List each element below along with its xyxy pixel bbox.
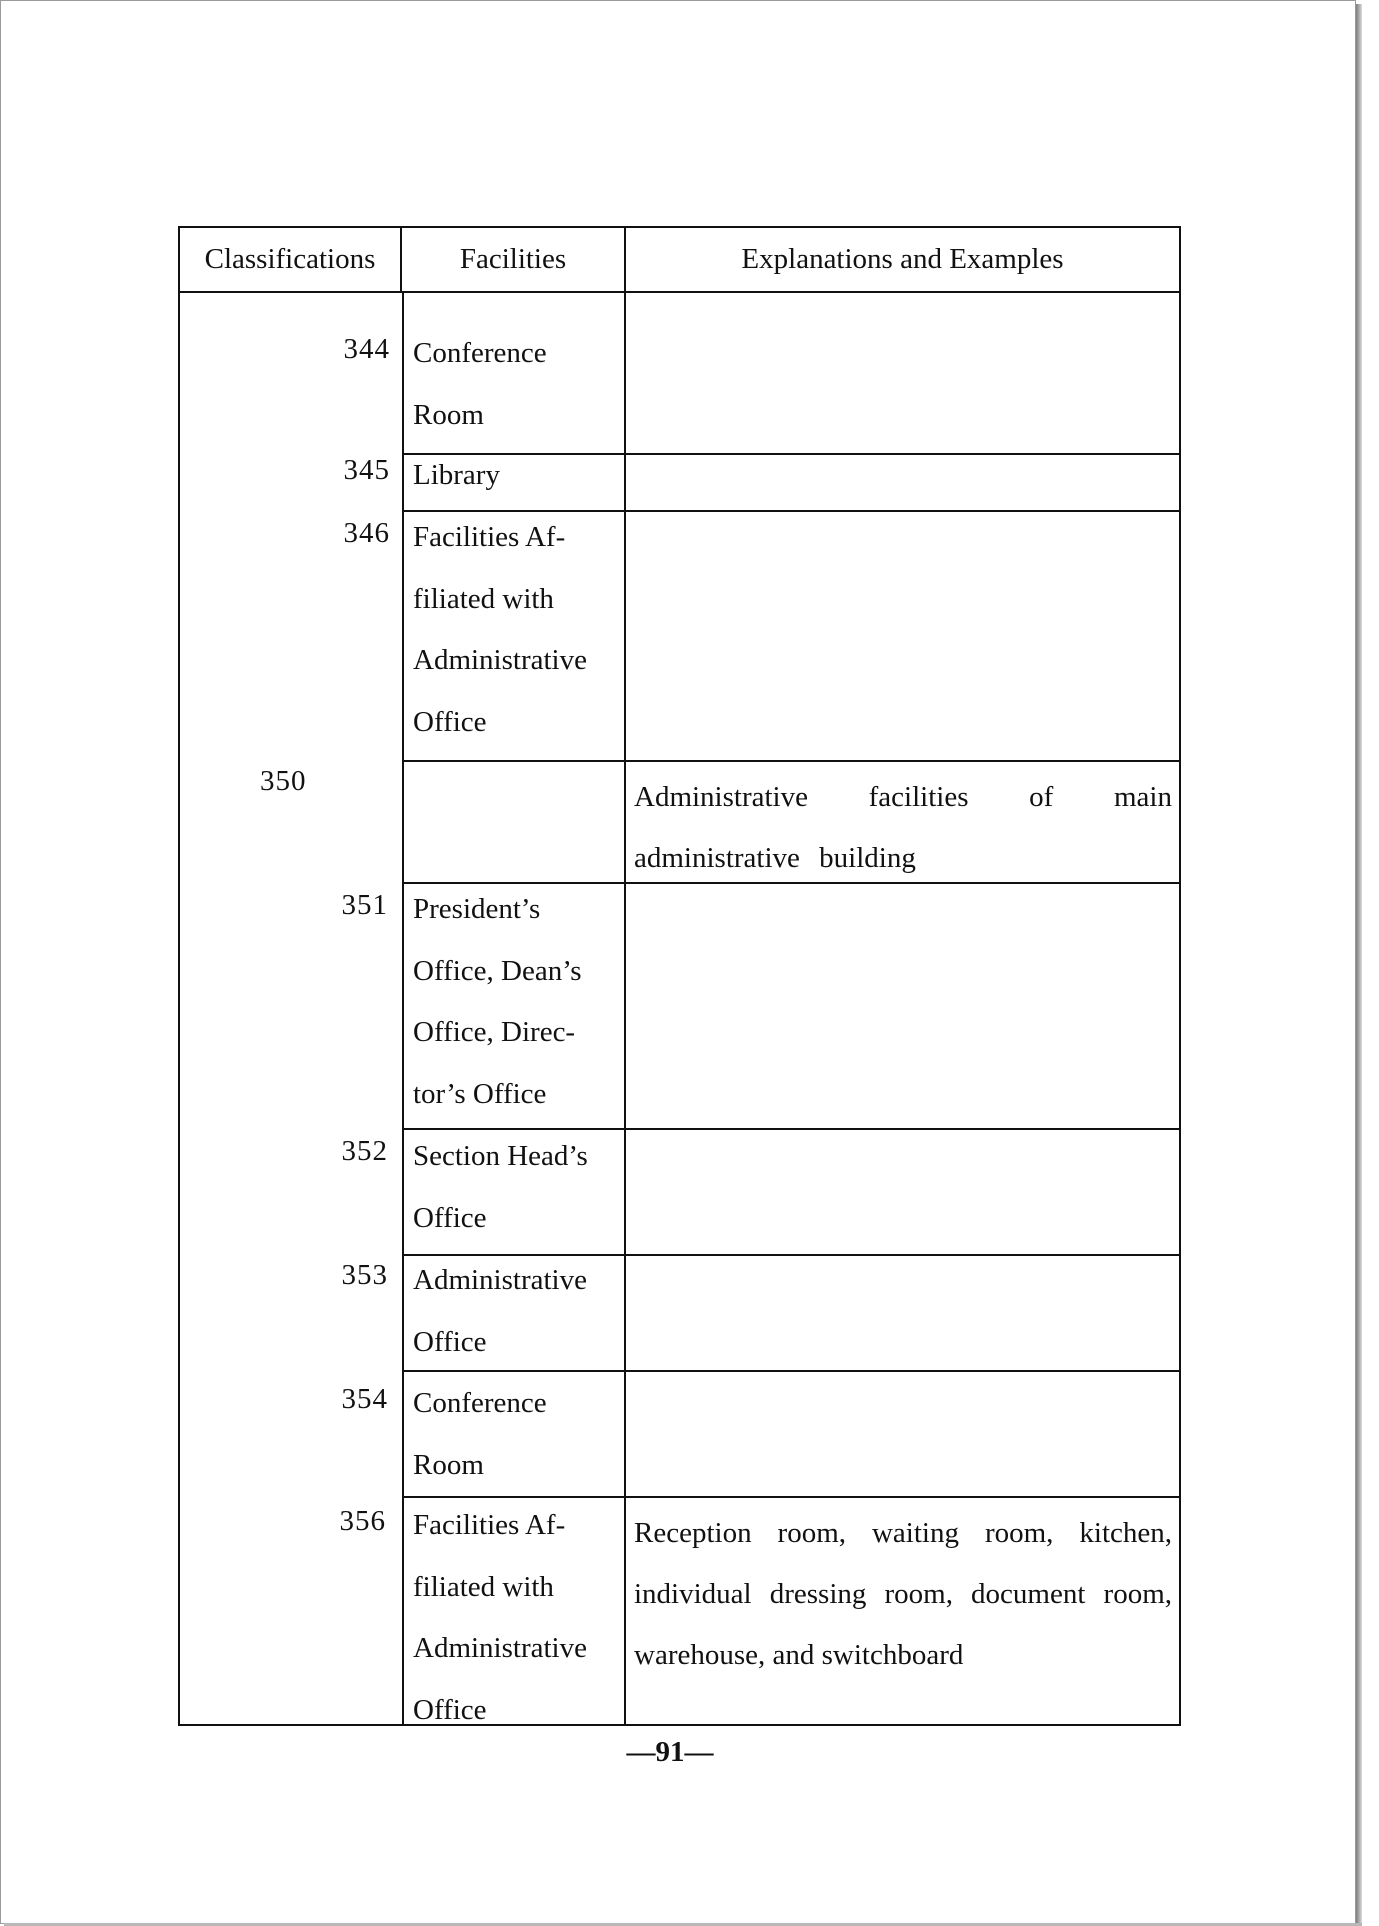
facility-line: Room xyxy=(413,1448,484,1481)
classification-code: 354 xyxy=(341,1383,388,1415)
page-number: —91— xyxy=(626,1736,714,1768)
facility-name xyxy=(413,1373,618,1496)
facility-line: filiated with xyxy=(413,1570,554,1603)
facility-line: Library xyxy=(413,459,500,491)
header-facilities: Facilities xyxy=(402,228,626,291)
facility-name xyxy=(413,445,618,507)
row-rule xyxy=(402,760,1179,762)
facility-name xyxy=(413,879,618,1125)
facility-line: Facilities Af- xyxy=(413,1509,566,1541)
facility-line: Facilities Af- xyxy=(413,521,566,553)
facility-line: Office xyxy=(413,1693,487,1726)
classification-code: 345 xyxy=(343,454,390,486)
facility-line: President’s xyxy=(413,893,541,925)
classification-code: 350 xyxy=(260,765,307,797)
classification-code: 352 xyxy=(341,1135,388,1167)
facility-line: Office xyxy=(413,1325,487,1358)
header-classifications: Classifications xyxy=(180,228,402,291)
facility-name xyxy=(413,507,618,753)
facility-line: Conference xyxy=(413,1387,547,1419)
classification-code: 356 xyxy=(339,1505,386,1537)
facility-line: tor’s Office xyxy=(413,1077,547,1110)
facility-line: Section Head’s xyxy=(413,1140,588,1172)
facility-line: Office, Direc- xyxy=(413,1016,576,1048)
facility-name xyxy=(413,323,618,446)
column-rule xyxy=(402,291,404,1724)
page-shadow xyxy=(1356,4,1362,1926)
facility-line: Office xyxy=(413,705,487,738)
facility-line: Administrative xyxy=(413,1264,587,1296)
facility-line: Office xyxy=(413,1201,487,1234)
facility-line: filiated with xyxy=(413,582,554,615)
facility-name xyxy=(413,1250,618,1373)
facility-explanation: Reception room, waiting room, kitchen, individual dressing room, document room, warehouse, and switchboard xyxy=(634,1517,1172,1671)
classification-code: 351 xyxy=(341,889,388,921)
classification-code: 346 xyxy=(343,517,390,549)
facility-explanation: Administrative facilities of main administrative building xyxy=(634,781,1172,874)
facility-name xyxy=(413,1126,618,1249)
table-header-row xyxy=(180,228,1179,293)
classification-code: 344 xyxy=(343,333,390,365)
facility-line: Administrative xyxy=(413,1632,587,1664)
facility-line: Conference xyxy=(413,337,547,369)
facility-line: Office, Dean’s xyxy=(413,954,582,987)
classification-code: 353 xyxy=(341,1259,388,1291)
header-explanations: Explanations and Examples xyxy=(741,243,1064,275)
column-rule xyxy=(624,291,626,1724)
facility-line: Room xyxy=(413,398,484,431)
facility-name xyxy=(413,1495,618,1741)
classification-table xyxy=(178,226,1181,1726)
facility-line: Administrative xyxy=(413,644,587,676)
